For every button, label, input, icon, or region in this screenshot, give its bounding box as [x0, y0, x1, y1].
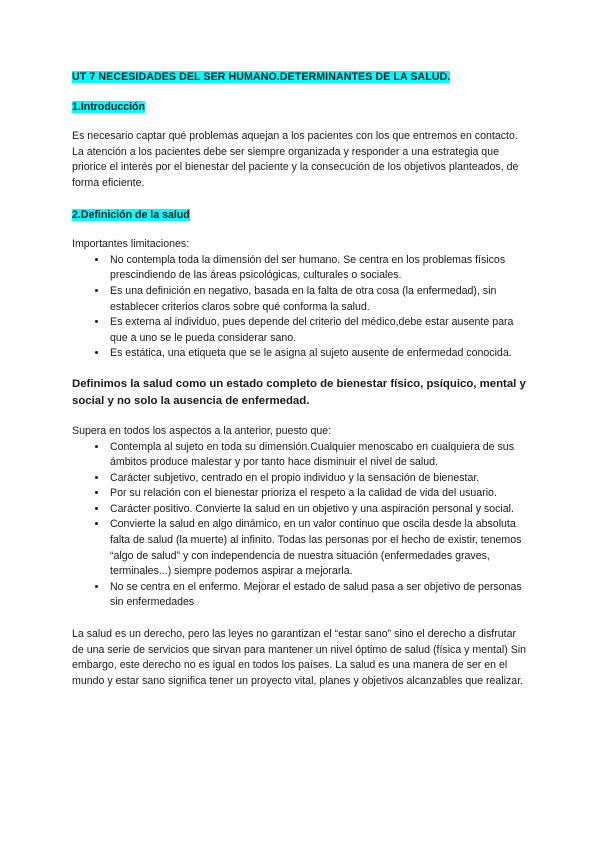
limits-intro: Importantes limitaciones:	[72, 238, 190, 251]
list-item: • Por su relación con el bienestar prioriza el respeto a la calidad de vida del usuario.	[108, 486, 528, 502]
list-item: • No contempla toda la dimensión del ser humano. Se centra en los problemas físicos prescindiendo de las áreas psicológicas, culturales o sociales.	[108, 253, 528, 284]
section2-heading-line	[72, 208, 528, 224]
section1-heading: 1.Introducción	[72, 100, 145, 113]
list-item: • Carácter subjetivo, centrado en el propio individuo y la sensación de bienestar.	[108, 471, 528, 487]
list-item: • No se centra en el enfermo. Mejorar el estado de salud pasa a ser objetivo de personas sin enfermedades	[108, 580, 528, 611]
list-item: • Contempla al sujeto en toda su dimensión.Cualquier menoscabo en cualquiera de sus ámbitos produce malestar y por tanto hace disminuir el nivel de salud.	[108, 440, 528, 471]
document-title: UT 7 NECESIDADES DEL SER HUMANO.DETERMINANTES DE LA SALUD.	[72, 71, 451, 83]
health-definition: Definimos la salud como un estado completo de bienestar físico, psíquico, mental y social y no solo la ausencia de enfermedad.	[72, 377, 526, 407]
section2-heading: 2.Definición de la salud	[72, 208, 190, 221]
advantages-list	[72, 440, 528, 612]
intro-paragraph-2: La atención a los pacientes debe ser siempre organizada y responder a una estrategia que priorice el interés por el bienestar del paciente y la consecución de los objetivos planteados, de forma eficiente.	[72, 145, 519, 189]
intro-paragraph-1: Es necesario captar qué problemas aquejan a los pacientes con los que entremos en contacto.	[72, 130, 518, 143]
limits-list	[72, 253, 528, 362]
list-item: • Carácter positivo. Convierte la salud en un objetivo y una aspiración personal y social.	[108, 502, 528, 518]
closing-paragraph: La salud es un derecho, pero las leyes no garantizan el “estar sano” sino el derecho a disfrutar de una serie de servicios que sirvan para mantener un nivel óptimo de salud (física y mental) Sin embargo, este derecho no es igual en todos los países. La salud es una manera de ser en el mundo y estar sano significa tener un proyecto vital, planes y objetivos alcanzables que realizar.	[72, 628, 527, 687]
list-item: • Convierte la salud en algo dinámico, en un valor continuo que oscila desde la absoluta falta de salud (la muerte) al infinito. Todas las personas por el hecho de existir, tenemos “algo de salud” y con independencia de nuestra situación (enfermedades graves, terminales...) siempre podemos aspirar a mejorarla.	[108, 517, 528, 579]
list-item: • Es una definición en negativo, basada en la falta de otra cosa (la enfermedad), sin establecer criterios claros sobre qué conforma la salud.	[108, 284, 528, 315]
list-item: • Es estática, una etiqueta que se le asigna al sujeto ausente de enfermedad conocida.	[108, 346, 528, 362]
section1-heading-line	[72, 100, 528, 116]
document-title-line	[72, 70, 528, 86]
list-item: • Es externa al individuo, pues depende del criterio del médico,debe estar ausente para que a uno se le pueda considerar sano.	[108, 315, 528, 346]
advantages-intro: Supera en todos los aspectos a la anterior, puesto que:	[72, 424, 332, 437]
document-content	[72, 70, 528, 689]
